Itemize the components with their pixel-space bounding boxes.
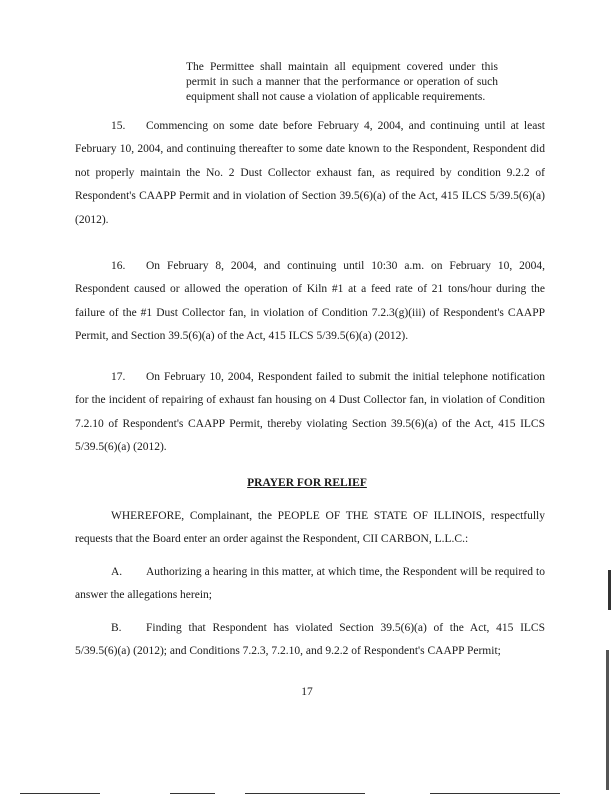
paragraph-text: On February 8, 2004, and continuing until 10:30 a.m. on February 10, 2004, Respondent caused or allowed the operation of Kiln #1 at a feed rate of 21 tons/hour during the failure of the #1 Dust Collector fan, in violation of Condition 7.2.3(g)(iii) of Respondent's CAAPP Permit, and Section 39.5(6)(a) of the Act, 415 ILCS 5/39.5(6)(a) (2012). [75, 260, 545, 343]
scan-artifact [606, 650, 609, 790]
relief-item-b [75, 617, 545, 664]
scan-artifact [608, 570, 611, 610]
scan-artifact [245, 793, 365, 794]
page-number: 17 [301, 686, 313, 698]
relief-item-a [75, 561, 545, 608]
item-letter: B. [111, 622, 122, 634]
scan-artifact [20, 793, 100, 794]
paragraph-number: 15. [111, 120, 126, 132]
scan-artifact [430, 793, 560, 794]
wherefore-paragraph: WHEREFORE, Complainant, the PEOPLE OF THE STATE OF ILLINOIS, respectfully requests that the Board enter an order against the Respondent, CII CARBON, L.L.C.: [75, 510, 545, 546]
paragraph-number: 17. [111, 371, 126, 383]
paragraph-number: 16. [111, 260, 126, 272]
item-letter: A. [111, 566, 123, 578]
paragraph-text: On February 10, 2004, Respondent failed to submit the initial telephone notification for the incident of repairing of exhaust fan housing on 4 Dust Collector fan, in violation of Condition 7.2.10 of Respondent's CAAPP Permit, thereby violating Section 39.5(6)(a) of the Act, 415 ILCS 5/39.5(6)(a) (2012). [75, 371, 545, 454]
permit-quote: The Permittee shall maintain all equipment covered under this permit in such a manner that the performance or operation of such equipment shall not cause a violation of applicable requirements. [186, 61, 498, 103]
paragraph-text: Commencing on some date before February 4, 2004, and continuing until at least February 10, 2004, and continuing thereafter to some date known to the Respondent, Respondent did not properly maintain the No. 2 Dust Collector exhaust fan, as required by condition 9.2.2 of Respondent's CAAPP Permit and in violation of Section 39.5(6)(a) of the Act, 415 ILCS 5/39.5(6)(a) (2012). [75, 120, 545, 226]
item-text: Finding that Respondent has violated Section 39.5(6)(a) of the Act, 415 ILCS 5/39.5(6)(a) (2012); and Conditions 7.2.3, 7.2.10, and 9.2.2 of Respondent's CAAPP Permit; [75, 622, 545, 658]
paragraph-15 [75, 115, 545, 232]
scan-artifact [170, 793, 215, 794]
paragraph-16 [75, 255, 545, 349]
paragraph-17 [75, 366, 545, 460]
prayer-for-relief-heading: PRAYER FOR RELIEF [247, 477, 367, 489]
item-text: Authorizing a hearing in this matter, at which time, the Respondent will be required to answer the allegations herein; [75, 566, 545, 602]
